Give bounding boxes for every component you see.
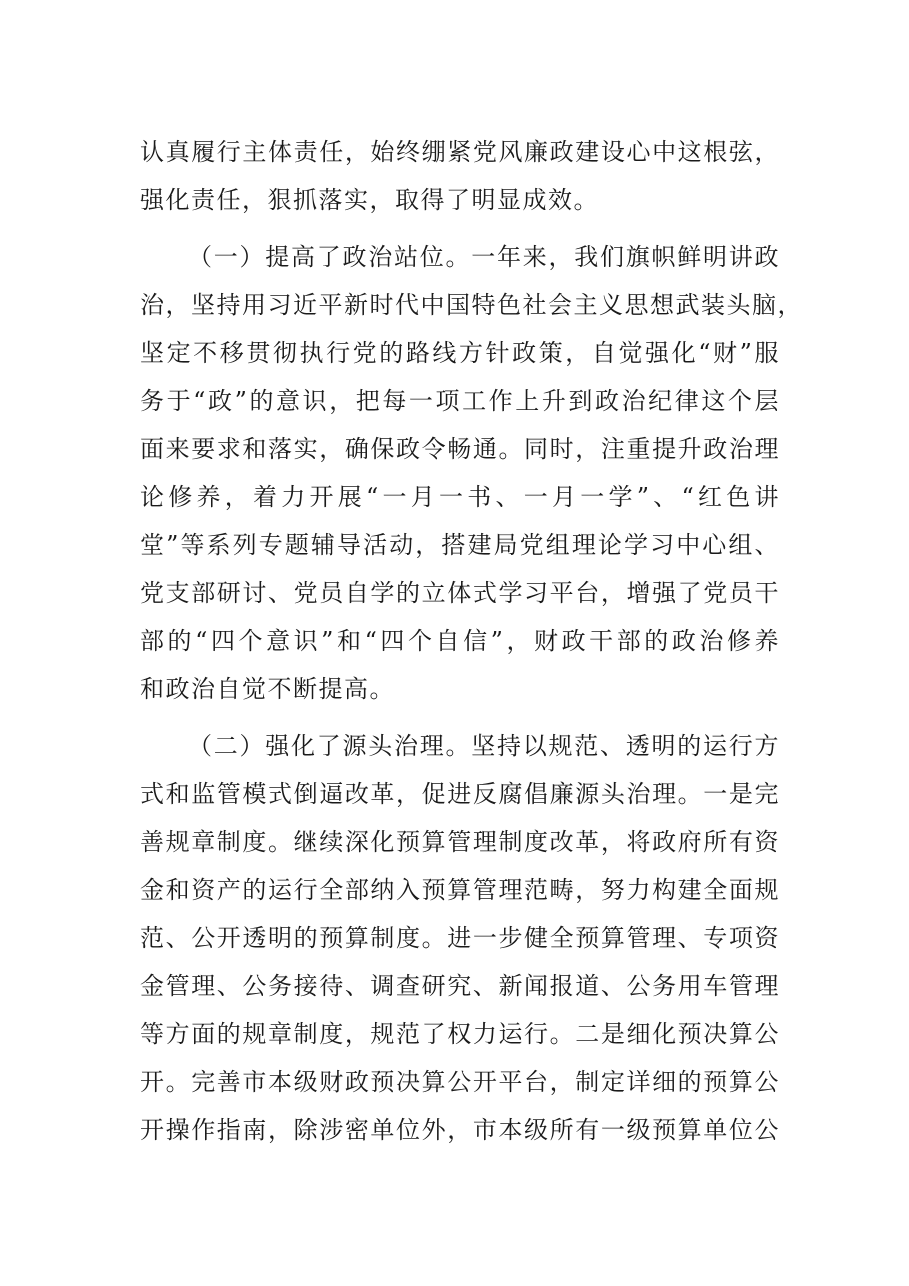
text-line: 务于“政”的意识，把每一项工作上升到政治纪律这个层 xyxy=(140,387,780,415)
text-line: 等方面的规章制度，规范了权力运行。二是细化预决算公 xyxy=(140,1020,780,1048)
text-line: 开。完善市本级财政预决算公开平台，制定详细的预算公 xyxy=(140,1068,780,1096)
text-line: 善规章制度。继续深化预算管理制度改革，将政府所有资 xyxy=(140,828,780,856)
text-line: 堂”等系列专题辅导活动，搭建局党组理论学习中心组、 xyxy=(140,531,780,559)
document-body xyxy=(140,128,803,1154)
text-line: 开操作指南，除涉密单位外，市本级所有一级预算单位公 xyxy=(140,1116,780,1144)
text-line: 和政治自觉不断提高。 xyxy=(140,675,395,703)
text-line: 强化责任，狠抓落实，取得了明显成效。 xyxy=(140,186,599,214)
text-line: 金管理、公务接待、调查研究、新闻报道、公务用车管理 xyxy=(140,972,780,1000)
text-line: （一）提高了政治站位。一年来，我们旗帜鲜明讲政 xyxy=(188,243,780,271)
text-line: 党支部研讨、党员自学的立体式学习平台，增强了党员干 xyxy=(140,579,780,607)
text-line: 面来要求和落实，确保政令畅通。同时，注重提升政治理 xyxy=(140,435,780,463)
text-line: 坚定不移贯彻执行党的路线方针政策，自觉强化“财”服 xyxy=(140,339,780,367)
text-line: 式和监管模式倒逼改革，促进反腐倡廉源头治理。一是完 xyxy=(140,780,780,808)
text-line: 认真履行主体责任，始终绷紧党风廉政建设心中这根弦， xyxy=(140,138,780,166)
text-line: 治，坚持用习近平新时代中国特色社会主义思想武装头脑， xyxy=(140,291,803,319)
text-line: （二）强化了源头治理。坚持以规范、透明的运行方 xyxy=(188,732,780,760)
text-line: 范、公开透明的预算制度。进一步健全预算管理、专项资 xyxy=(140,924,780,952)
text-line: 论修养，着力开展“一月一书、一月一学”、“红色讲 xyxy=(140,483,780,511)
text-line: 金和资产的运行全部纳入预算管理范畴，努力构建全面规 xyxy=(140,876,780,904)
text-line: 部的“四个意识”和“四个自信”，财政干部的政治修养 xyxy=(140,627,780,655)
